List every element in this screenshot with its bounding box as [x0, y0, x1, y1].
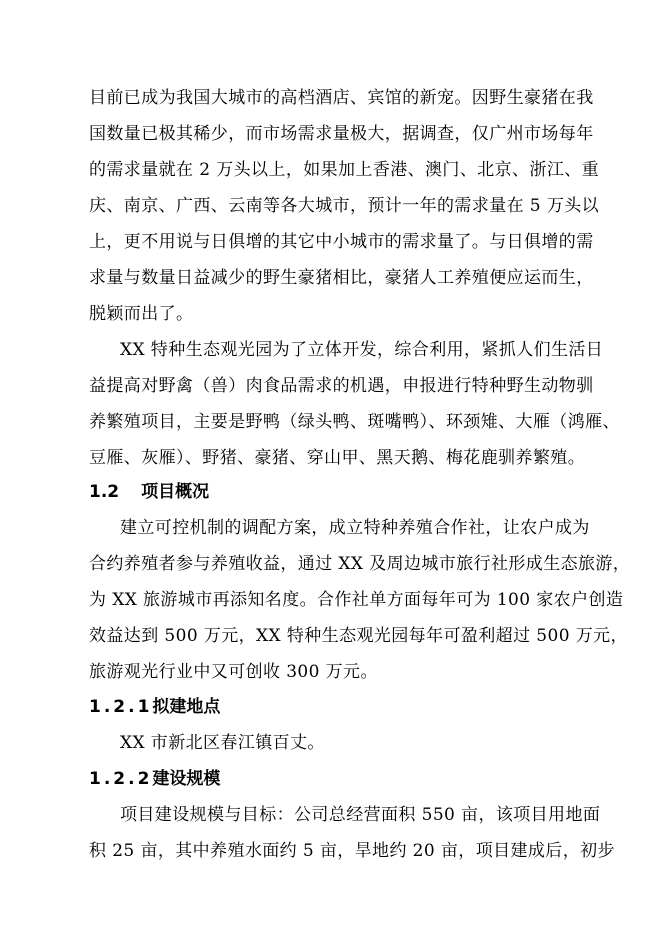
paragraph2-line-4: 豆雁、灰雁）、野猪、豪猪、穿山甲、黑天鹅、梅花鹿驯养繁殖。	[89, 448, 586, 468]
paragraph1-line-3: 的需求量就在 2 万头以上，如果加上香港、澳门、北京、浙江、重	[89, 160, 600, 180]
section-title: 项目概况	[141, 482, 210, 502]
section-1-2-2-line-2: 积 25 亩，其中养殖水面约 5 亩，旱地约 20 亩，项目建成后，初步	[89, 841, 615, 861]
section-1-2-2-line-1: 项目建设规模与目标：公司总经营面积 550 亩，该项目用地面	[120, 805, 601, 825]
section-title: 拟建地点	[152, 697, 221, 717]
section-1-2-line-2: 合约养殖者参与养殖收益，通过 XX 及周边城市旅行社形成生态旅游，	[89, 554, 631, 574]
paragraph1-line-4: 庆、南京、广西、云南等各大城市，预计一年的需求量在 5 万头以	[89, 196, 600, 216]
section-heading-1-2	[89, 482, 209, 502]
paragraph1-line-5: 上，更不用说与日俱增的其它中小城市的需求量了。与日俱增的需	[89, 232, 594, 252]
section-1-2-1-line-1: XX 市新北区春江镇百丈。	[120, 733, 325, 753]
section-1-2-line-5: 旅游观光行业中又可创收 300 万元。	[89, 662, 378, 682]
section-number: 1.2.2	[89, 769, 153, 789]
section-1-2-line-1: 建立可控机制的调配方案，成立特种养殖合作社，让农户成为	[120, 518, 590, 538]
paragraph1-line-2: 国数量已极其稀少，而市场需求量极大，据调查，仅广州市场每年	[89, 124, 594, 144]
paragraph1-line-1: 目前已成为我国大城市的高档酒店、宾馆的新宠。因野生豪猪在我	[89, 88, 594, 108]
section-1-2-line-4: 效益达到 500 万元，XX 特种生态观光园每年可盈利超过 500 万元，	[89, 626, 628, 646]
paragraph1-line-6: 求量与数量日益减少的野生豪猪相比，豪猪人工养殖便应运而生，	[89, 268, 594, 288]
section-title: 建设规模	[152, 769, 221, 789]
section-1-2-line-3: 为 XX 旅游城市再添知名度。合作社单方面每年可为 100 家农户创造	[89, 590, 624, 610]
section-heading-1-2-1	[89, 697, 220, 717]
section-number: 1.2.1	[89, 697, 153, 717]
paragraph2-line-3: 养繁殖项目，主要是野鸭（绿头鸭、斑嘴鸭）、环颈雉、大雁（鸿雁、	[89, 412, 620, 432]
section-heading-1-2-2	[89, 769, 220, 789]
paragraph2-line-2: 益提高对野禽（兽）肉食品需求的机遇，申报进行特种野生动物驯	[89, 376, 594, 396]
section-number: 1.2	[89, 482, 120, 502]
paragraph1-line-7: 脱颖而出了。	[89, 304, 194, 324]
paragraph2-line-1: XX 特种生态观光园为了立体开发，综合利用，紧抓人们生活日	[120, 340, 604, 360]
